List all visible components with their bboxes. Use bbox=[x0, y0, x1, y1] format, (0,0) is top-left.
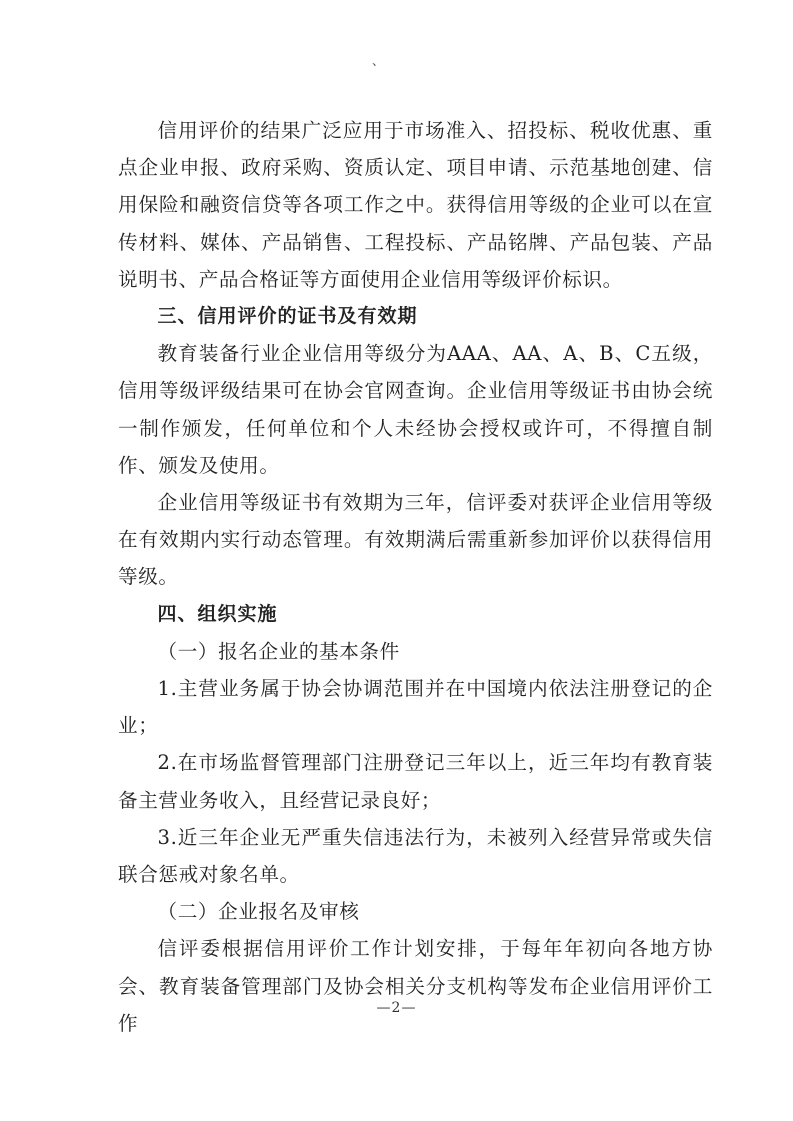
subheading-registration-review: （二）企业报名及审核 bbox=[157, 900, 360, 924]
document-body bbox=[118, 112, 713, 1042]
paragraph-credit-application: 信用评价的结果广泛应用于市场准入、招投标、税收优惠、重点企业申报、政府采购、资质认定、项目申请、示范基地创建、信用保险和融资信贷等各项工作之中。获得信用等级的企业可以在宣传材料、媒体、产品销售、工程投标、产品铭牌、产品包装、产品说明书、产品合格证等方面使用企业信用等级评价标识。 bbox=[118, 119, 713, 291]
subheading-basic-conditions: （一）报名企业的基本条件 bbox=[157, 639, 400, 663]
section-heading-implementation: 四、组织实施 bbox=[157, 602, 278, 625]
paragraph-credit-levels: 教育装备行业企业信用等级分为AAA、AA、A、B、C五级，信用等级评级结果可在协会官网查询。企业信用等级证书由协会统一制作颁发，任何单位和个人未经协会授权或许可，不得擅自制作、颁发及使用。 bbox=[118, 342, 713, 477]
paragraph-registration: 信评委根据信用评价工作计划安排，于每年年初向各地方协会、教育装备管理部门及协会相关分支机构等发布企业信用评价工作 bbox=[118, 937, 713, 1035]
list-item-condition-1: 1.主营业务属于协会协调范围并在中国境内依法注册登记的企业； bbox=[118, 677, 713, 738]
section-heading-certificate: 三、信用评价的证书及有效期 bbox=[157, 305, 418, 328]
list-item-condition-3: 3.近三年企业无严重失信违法行为，未被列入经营异常或失信联合惩戒对象名单。 bbox=[118, 825, 713, 887]
list-item-condition-2: 2.在市场监督管理部门注册登记三年以上，近三年均有教育装备主营业务收入，且经营记录良好； bbox=[118, 751, 713, 812]
scan-mark: 、 bbox=[372, 54, 385, 68]
paragraph-validity-period: 企业信用等级证书有效期为三年，信评委对获评企业信用等级在有效期内实行动态管理。有效期满后需重新参加评价以获得信用等级。 bbox=[118, 491, 713, 589]
page-number: —2— bbox=[376, 1000, 417, 1016]
